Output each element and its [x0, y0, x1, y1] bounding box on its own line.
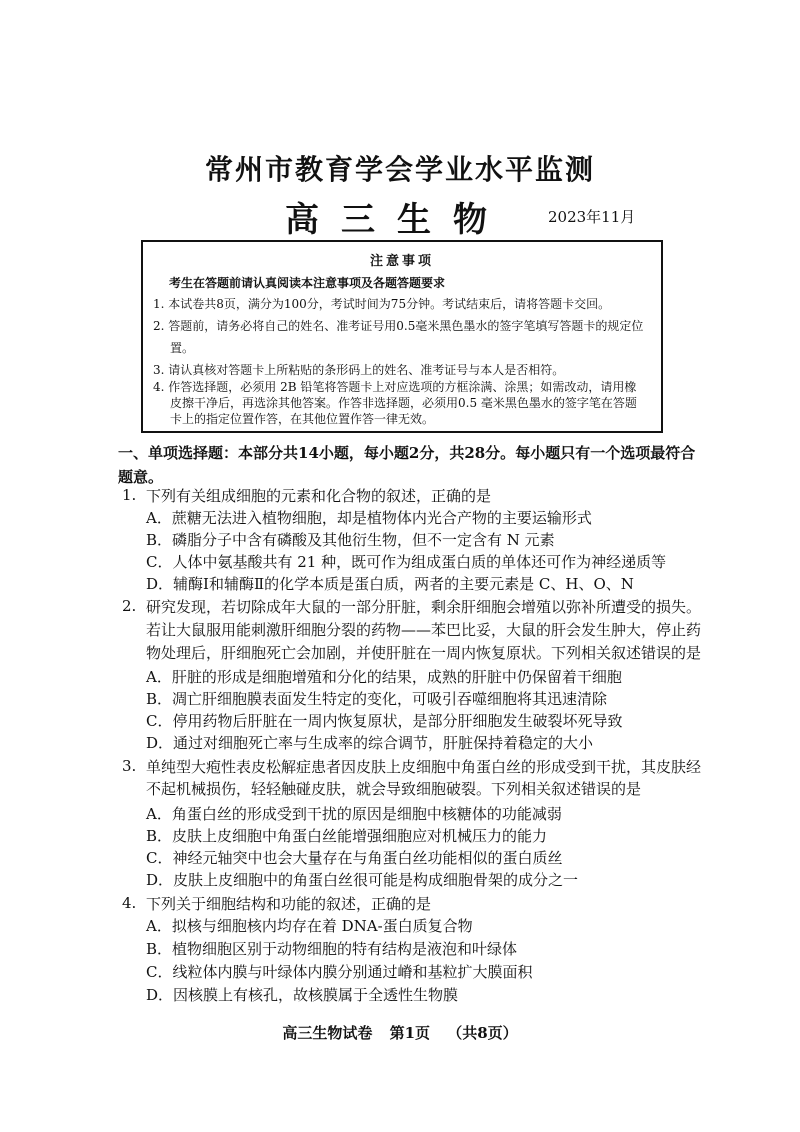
notice-line: 3. 请认真核对答题卡上所粘贴的条形码上的姓名、准考证号与本人是否相符。: [153, 363, 565, 377]
exam-date: 2023年11月: [548, 208, 636, 226]
question-number: 4.: [122, 894, 137, 912]
page-footer: [0, 1022, 800, 1043]
option-c: C．线粒体内膜与叶绿体内膜分别通过嵴和基粒扩大膜面积: [146, 963, 533, 981]
question-stem: 不起机械损伤，轻轻触碰皮肤，就会导致细胞破裂。下列相关叙述错误的是: [146, 780, 642, 798]
notice-line: 4. 作答选择题，必须用 2B 铅笔将答题卡上对应选项的方框涂满、涂黑；如需改动，请用橡: [153, 380, 637, 394]
option-a: A．肝脏的形成是细胞增殖和分化的结果，成熟的肝脏中仍保留着干细胞: [146, 668, 622, 686]
question-stem: 研究发现，若切除成年大鼠的一部分肝脏，剩余肝细胞会增殖以弥补所遭受的损失。: [146, 598, 702, 616]
exam-title: 常州市教育学会学业水平监测: [204, 153, 595, 186]
notice-line: 2. 答题前，请务必将自己的姓名、准考证号用0.5毫米黑色墨水的签字笔填写答题卡的规定位: [153, 319, 644, 333]
option-d: D．因核膜上有核孔，故核膜属于全透性生物膜: [146, 986, 459, 1004]
question-stem: 下列有关组成细胞的元素和化合物的叙述，正确的是: [146, 487, 492, 505]
notice-heading: 注意事项: [369, 254, 434, 269]
section-heading: 一、单项选择题：本部分共14小题，每小题2分，共28分。每小题只有一个选项最符合题意。: [118, 444, 696, 486]
question-stem: 单纯型大疱性表皮松解症患者因皮肤上皮细胞中角蛋白丝的形成受到干扰，其皮肤经: [146, 758, 702, 776]
option-c: C．神经元轴突中也会大量存在与角蛋白丝功能相似的蛋白质丝: [146, 849, 563, 867]
option-b: B．植物细胞区别于动物细胞的特有结构是液泡和叶绿体: [146, 940, 518, 958]
option-b: B．凋亡肝细胞膜表面发生特定的变化，可吸引吞噬细胞将其迅速清除: [146, 690, 608, 708]
exam-subject: 高三生物: [285, 200, 509, 240]
option-a: A．拟核与细胞核内均存在着 DNA-蛋白质复合物: [146, 917, 473, 935]
footer-exam-name: 高三生物试卷: [282, 1024, 373, 1042]
notice-line: 卡上的指定位置作答，在其他位置作答一律无效。: [170, 412, 435, 426]
notice-line: 置。: [170, 341, 195, 355]
question-stem: 若让大鼠服用能刺激肝细胞分裂的药物——苯巴比妥，大鼠的肝会发生肿大，停止药: [146, 621, 702, 639]
option-a: A．蔗糖无法进入植物细胞，却是植物体内光合产物的主要运输形式: [146, 509, 592, 527]
option-c: C．人体中氨基酸共有 21 种，既可作为组成蛋白质的单体还可作为神经递质等: [146, 553, 667, 571]
option-d: D．皮肤上皮细胞中的角蛋白丝很可能是构成细胞骨架的成分之一: [146, 871, 579, 889]
option-d: D．通过对细胞死亡率与生成率的综合调节，肝脏保持着稳定的大小: [146, 734, 594, 752]
notice-line: 皮擦干净后，再选涂其他答案。作答非选择题，必须用0.5 毫米黑色墨水的签字笔在答题: [170, 396, 637, 410]
option-b: B．磷脂分子中含有磷酸及其他衍生物，但不一定含有 N 元素: [146, 531, 555, 549]
question-stem: 下列关于细胞结构和功能的叙述，正确的是: [146, 895, 432, 913]
question-number: 3.: [122, 757, 137, 775]
question-number: 2.: [122, 597, 137, 615]
question-number: 1.: [122, 486, 137, 504]
notice-intro: 考生在答题前请认真阅读本注意事项及各题答题要求: [169, 276, 446, 290]
option-c: C．停用药物后肝脏在一周内恢复原状，是部分肝细胞发生破裂坏死导致: [146, 712, 623, 730]
option-d: D．辅酶Ⅰ和辅酶Ⅱ的化学本质是蛋白质，两者的主要元素是 C、H、O、N: [146, 575, 634, 593]
option-b: B．皮肤上皮细胞中角蛋白丝能增强细胞应对机械压力的能力: [146, 827, 548, 845]
notice-line: 1. 本试卷共8页，满分为100分，考试时间为75分钟。考试结束后，请将答题卡交回。: [153, 297, 611, 311]
footer-total-pages: （共8页）: [447, 1024, 518, 1042]
question-stem: 物处理后，肝细胞死亡会加剧，并使肝脏在一周内恢复原状。下列相关叙述错误的是: [146, 644, 702, 662]
option-a: A．角蛋白丝的形成受到干扰的原因是细胞中核糖体的功能减弱: [146, 805, 562, 823]
footer-page-number: 第1页: [389, 1024, 430, 1042]
notice-box: [141, 240, 663, 433]
